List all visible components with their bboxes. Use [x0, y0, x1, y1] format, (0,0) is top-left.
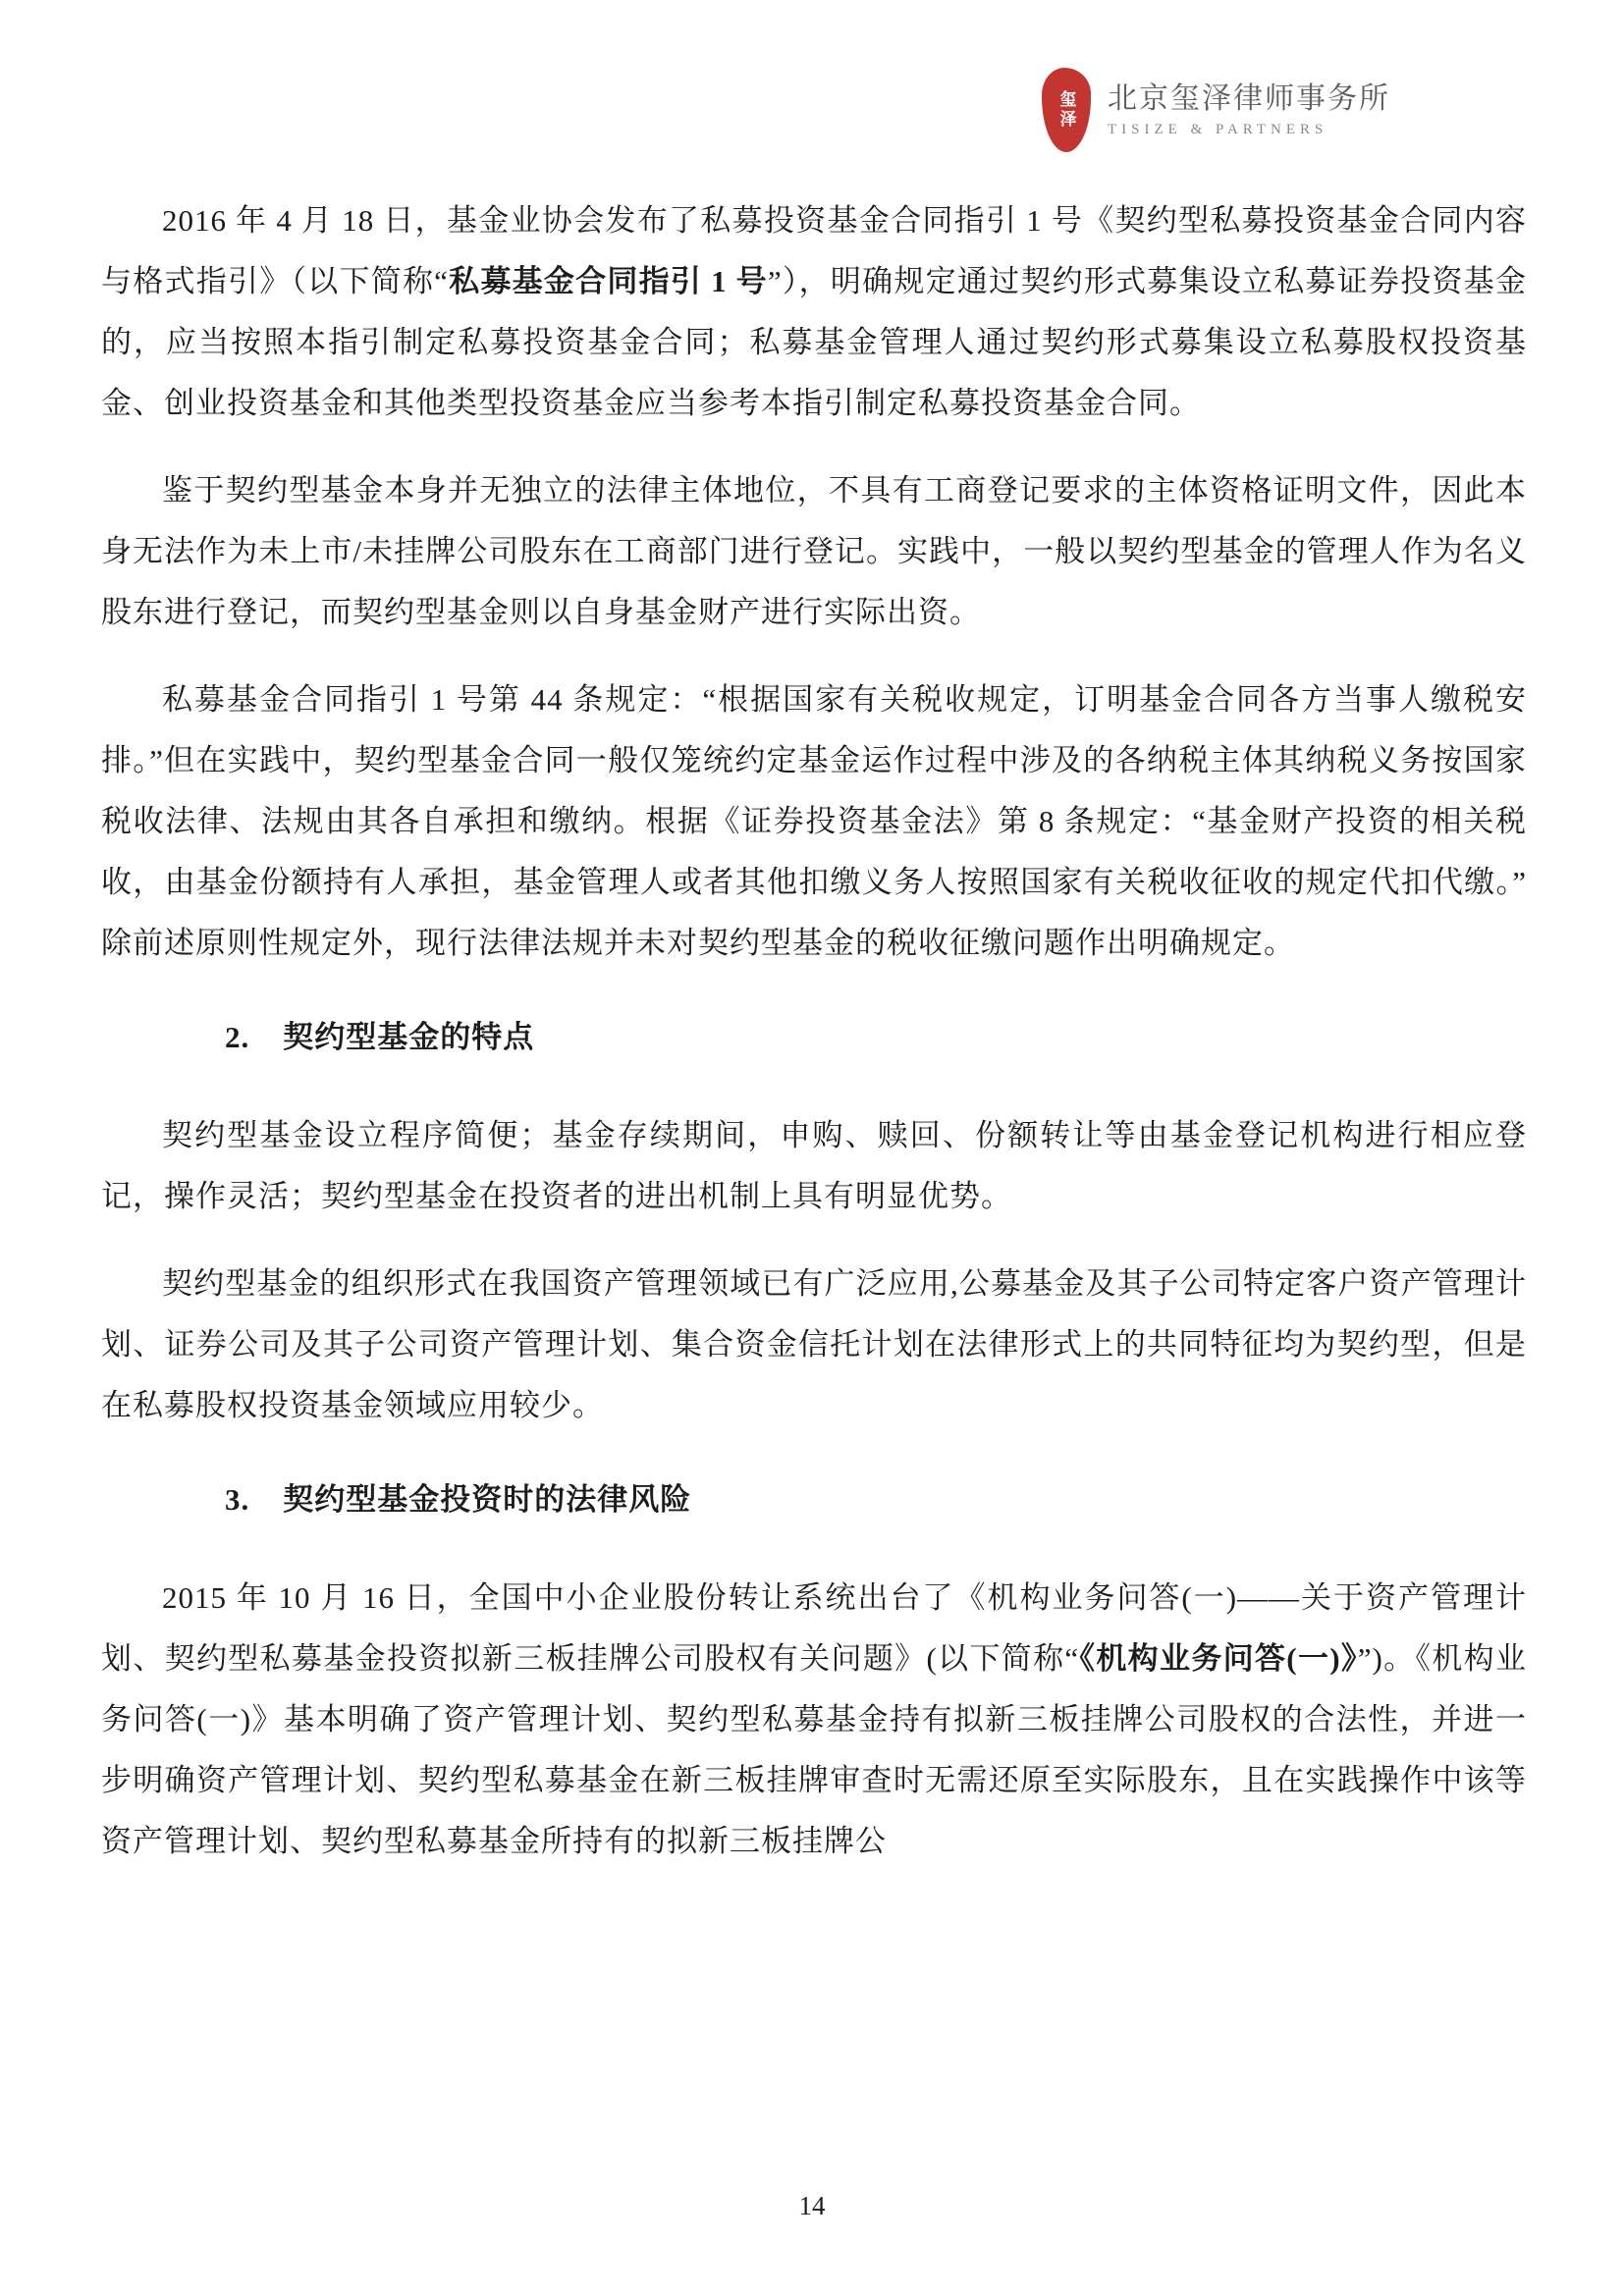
- paragraph-4: 契约型基金设立程序简便；基金存续期间，申购、赎回、份额转让等由基金登记机构进行相应登记，操作灵活；契约型基金在投资者的进出机制上具有明显优势。: [101, 1118, 1527, 1213]
- paragraph-3: 私募基金合同指引 1 号第 44 条规定：“根据国家有关税收规定，订明基金合同各方当事人缴税安排。”但在实践中，契约型基金合同一般仅笼统约定基金运作过程中涉及的各纳税主体其纳税义务按国家税收法律、法规由其各自承担和缴纳。根据《证券投资基金法》第 8 条规定：“基金财产投资的相关税收，由基金份额持有人承担，基金管理人或者其他扣缴义务人按照国家有关税收征收的规定代扣代缴。”除前述原则性规定外，现行法律法规并未对契约型基金的税收征缴问题作出明确规定。: [101, 682, 1527, 960]
- section-heading-3-title: 契约型基金投资时的法律风险: [283, 1482, 692, 1517]
- section-heading-2-number: 2.: [225, 1020, 250, 1054]
- page-footer: [0, 2191, 1624, 2221]
- page-header: [1043, 69, 1390, 151]
- section-heading-2: [225, 1007, 1527, 1068]
- paragraph-1-bold-term: 私募基金合同指引 1 号: [448, 264, 768, 298]
- red-seal-icon: [1043, 69, 1090, 151]
- paragraph-6-bold-term: 《机构业务问答(一)》: [1079, 1641, 1358, 1676]
- paragraph-2: 鉴于契约型基金本身并无独立的法律主体地位，不具有工商登记要求的主体资格证明文件，因此本身无法作为未上市/未挂牌公司股东在工商部门进行登记。实践中，一般以契约型基金的管理人作为名义股东进行登记，而契约型基金则以自身基金财产进行实际出资。: [101, 473, 1527, 629]
- section-heading-3-number: 3.: [225, 1482, 250, 1517]
- paragraph-1-post: ”），明确规定通过契约形式募集设立私募证券投资基金的，应当按照本指引制定私募投资基金合同；私募基金管理人通过契约形式募集设立私募股权投资基金、创业投资基金和其他类型投资基金应当参考本指引制定私募投资基金合同。: [101, 264, 1528, 420]
- firm-logo-text: [1108, 81, 1390, 138]
- section-heading-2-title: 契约型基金的特点: [283, 1020, 535, 1054]
- firm-name-en: TISIZE & PARTNERS: [1108, 122, 1328, 137]
- paragraph-5: 契约型基金的组织形式在我国资产管理领域已有广泛应用,公募基金及其子公司特定客户资产管理计划、证券公司及其子公司资产管理计划、集合资金信托计划在法律形式上的共同特征均为契约型，但是在私募股权投资基金领域应用较少。: [101, 1266, 1527, 1422]
- firm-name-cn: 北京玺泽律师事务所: [1108, 82, 1390, 115]
- paragraph-1-pre: 2016 年 4 月 18 日，基金业协会发布了私募投资基金合同指引 1 号《契约型私募投资基金合同内容与格式指引》（以下简称“: [101, 203, 1527, 298]
- seal-text: 玺泽: [1056, 90, 1076, 130]
- document-body: [101, 190, 1527, 1898]
- section-heading-3: [225, 1469, 1527, 1530]
- paragraph-1: [101, 190, 1527, 434]
- paragraph-6: [101, 1568, 1527, 1872]
- paragraph-6-pre: 2015 年 10 月 16 日，全国中小企业股份转让系统出台了《机构业务问答(一)——关于资产管理计划、契约型私募基金投资拟新三板挂牌公司股权有关问题》(以下简称“: [101, 1580, 1527, 1676]
- paragraph-6-post: ”)。《机构业务问答(一)》基本明确了资产管理计划、契约型私募基金持有拟新三板挂牌公司股权的合法性，并进一步明确资产管理计划、契约型私募基金在新三板挂牌审查时无需还原至实际股东，且在实践操作中该等资产管理计划、契约型私募基金所持有的拟新三板挂牌公: [101, 1641, 1527, 1858]
- page-number: 14: [798, 2191, 826, 2220]
